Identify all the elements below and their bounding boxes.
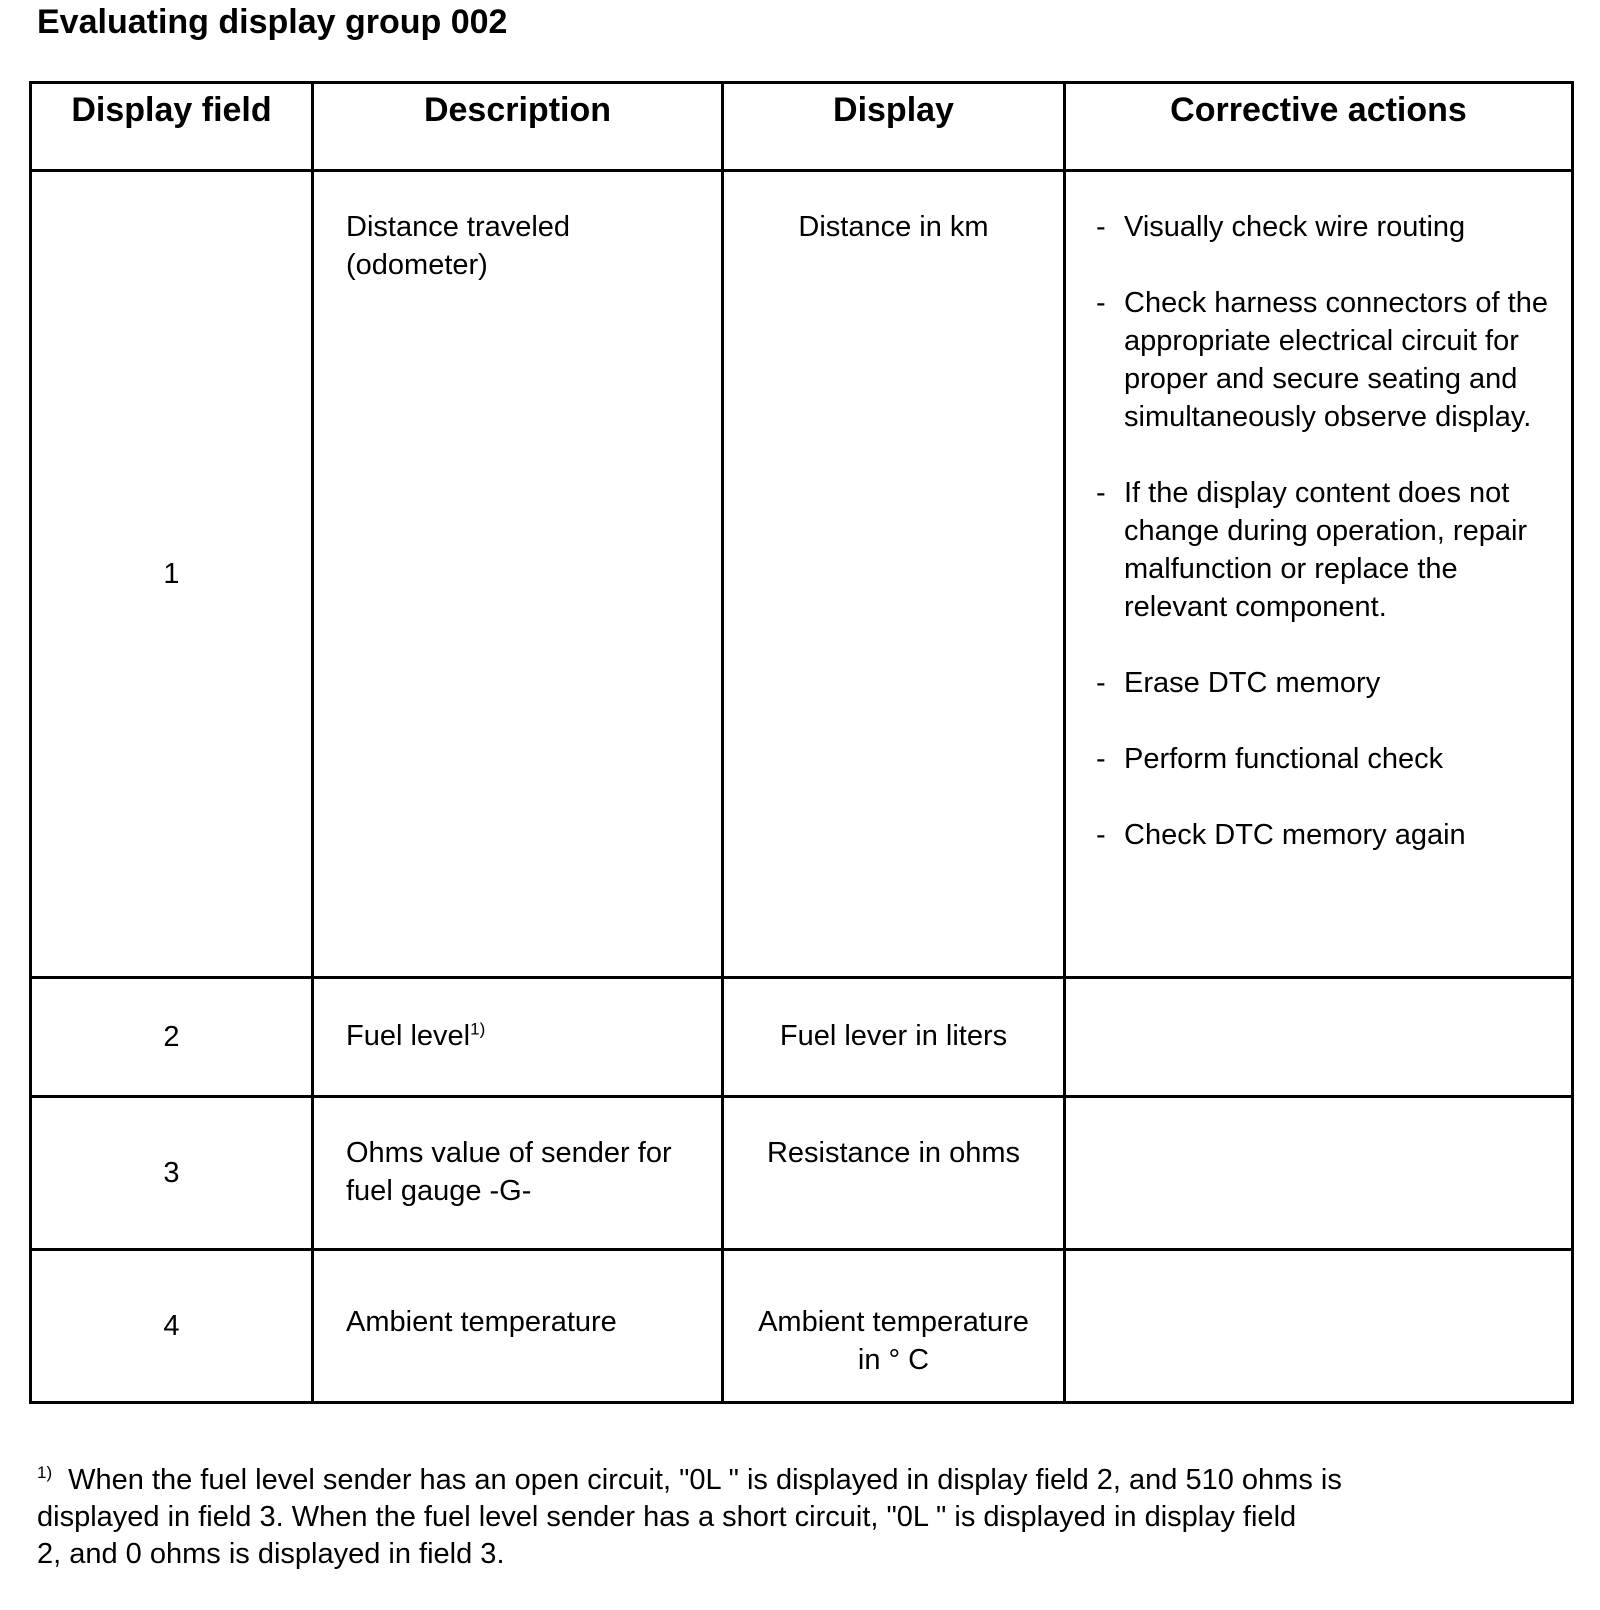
action-item xyxy=(1096,208,1551,246)
corrective-actions-cell xyxy=(1065,171,1573,978)
display-line: Resistance in ohms xyxy=(766,1137,1021,1169)
header-description: Description xyxy=(313,83,723,171)
action-dash: - xyxy=(1096,667,1106,699)
action-item xyxy=(1096,664,1551,702)
action-text: Visually check wire routing xyxy=(1124,211,1466,243)
action-text: Check harness connectors of the appropriate electrical circuit for proper and secure seating and simultaneously observe display. xyxy=(1124,287,1548,433)
description-line: (odometer) xyxy=(346,249,488,281)
field-number-text: 2 xyxy=(163,1021,180,1053)
corrective-actions-cell xyxy=(1065,1097,1573,1250)
description-cell xyxy=(313,978,723,1097)
description-cell xyxy=(313,1097,723,1250)
display-line: Fuel lever in liters xyxy=(779,1020,1008,1052)
corrective-actions-list xyxy=(1066,172,1571,854)
action-item xyxy=(1096,816,1551,854)
footnote-text: When the fuel level sender has an open circuit, "0L " is displayed in display field 2, and 510 ohms is xyxy=(68,1464,1342,1496)
footnote-line: 2, and 0 ohms is displayed in field 3. xyxy=(37,1538,505,1570)
field-number xyxy=(31,171,313,978)
footnote-line xyxy=(37,1462,1567,1499)
description-line: fuel gauge -G- xyxy=(346,1175,532,1207)
header-display: Display xyxy=(723,83,1065,171)
field-number-text: 4 xyxy=(163,1310,180,1342)
action-dash: - xyxy=(1096,743,1106,775)
description-line: Ohms value of sender for xyxy=(346,1137,672,1169)
description-cell xyxy=(313,1250,723,1403)
page-title: Evaluating display group 002 xyxy=(37,3,508,41)
display-line: in ° C xyxy=(857,1344,930,1376)
footnote-line: displayed in field 3. When the fuel level sender has a short circuit, "0L " is displayed in display field xyxy=(37,1501,1297,1533)
action-item xyxy=(1096,284,1551,436)
field-number xyxy=(31,1097,313,1250)
action-dash: - xyxy=(1096,477,1106,509)
field-number-text: 3 xyxy=(163,1157,180,1189)
action-item xyxy=(1096,474,1551,626)
description-line: Fuel level xyxy=(346,1020,471,1052)
action-text: Check DTC memory again xyxy=(1124,819,1466,851)
action-text: If the display content does not change during operation, repair malfunction or replace the relevant component. xyxy=(1124,477,1528,623)
action-dash: - xyxy=(1096,287,1106,319)
display-cell xyxy=(723,1097,1065,1250)
action-dash: - xyxy=(1096,819,1106,851)
header-corrective-actions: Corrective actions xyxy=(1065,83,1573,171)
display-cell xyxy=(723,1250,1065,1403)
action-text: Perform functional check xyxy=(1124,743,1444,775)
action-text: Erase DTC memory xyxy=(1124,667,1381,699)
description-line: Distance traveled xyxy=(346,211,571,243)
action-dash: - xyxy=(1096,211,1106,243)
table-row xyxy=(31,978,1573,1097)
display-cell xyxy=(723,978,1065,1097)
table-row xyxy=(31,1250,1573,1403)
field-number xyxy=(31,1250,313,1403)
description-line: Ambient temperature xyxy=(346,1306,617,1338)
field-number-text: 1 xyxy=(163,558,180,590)
display-group-table xyxy=(29,81,1574,1404)
display-cell xyxy=(723,171,1065,978)
footnote-marker: 1) xyxy=(37,1463,53,1483)
footnote-reference: 1) xyxy=(470,1019,486,1039)
description-cell xyxy=(313,171,723,978)
field-number xyxy=(31,978,313,1097)
table-row xyxy=(31,1097,1573,1250)
display-line: Ambient temperature xyxy=(758,1306,1029,1338)
header-display-field: Display field xyxy=(31,83,313,171)
corrective-actions-cell xyxy=(1065,1250,1573,1403)
corrective-actions-cell xyxy=(1065,978,1573,1097)
footnote xyxy=(37,1462,1567,1573)
action-item xyxy=(1096,740,1551,778)
display-line: Distance in km xyxy=(798,211,989,243)
table-row xyxy=(31,171,1573,978)
table-header-row xyxy=(31,83,1573,171)
